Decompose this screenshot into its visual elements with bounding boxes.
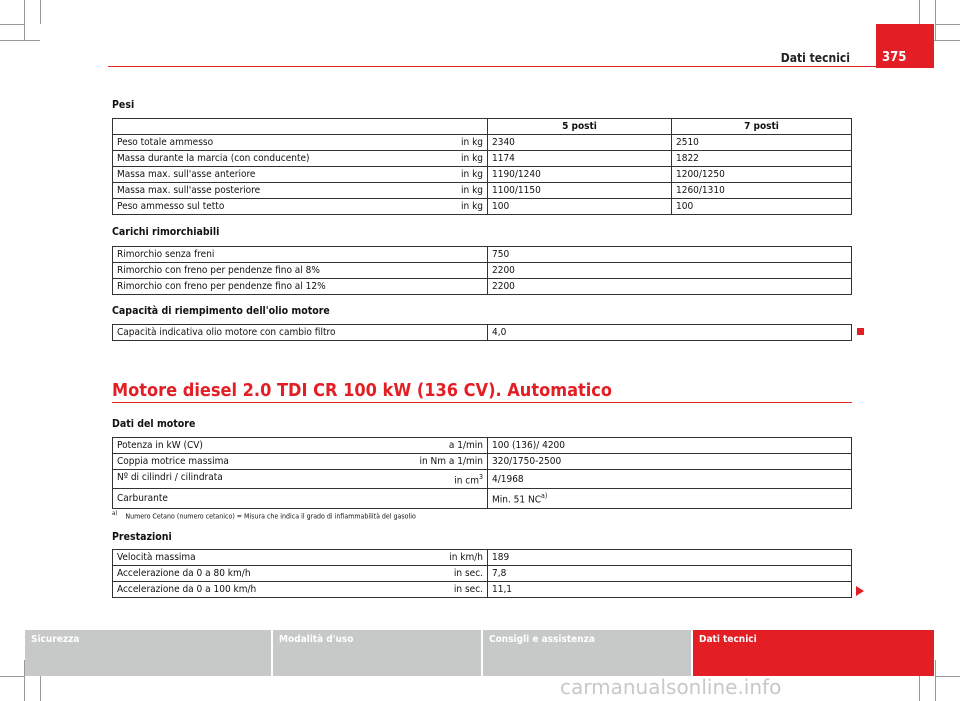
row-label: Nº di cilindri / cilindrata <box>117 472 223 483</box>
row-value: 100 <box>488 199 672 215</box>
crop-mark <box>24 0 25 40</box>
row-unit: in kg <box>461 169 483 180</box>
row-value: 100 <box>672 199 852 215</box>
table-row <box>113 183 852 199</box>
row-value: 100 (136)/ 4200 <box>488 438 852 454</box>
table-row <box>113 247 852 263</box>
section-title-pesi: Pesi <box>112 99 135 111</box>
crop-mark <box>0 676 24 677</box>
table-row <box>113 199 852 215</box>
row-value: 11,1 <box>488 582 852 598</box>
crop-mark <box>40 0 41 24</box>
row-unit: in kg <box>461 137 483 148</box>
nav-tab-modalita-uso[interactable]: Modalità d'uso <box>273 630 481 676</box>
table-row <box>113 566 852 582</box>
row-label: Accelerazione da 0 a 80 km/h <box>117 568 251 579</box>
row-value: 1174 <box>488 151 672 167</box>
row-label: Massa durante la marcia (con conducente) <box>117 153 310 164</box>
row-unit: in kg <box>461 201 483 212</box>
crop-mark <box>935 0 936 40</box>
row-value: 320/1750-2500 <box>488 454 852 470</box>
table-header-row <box>113 119 852 135</box>
row-value: Min. 51 NC <box>492 494 541 506</box>
crop-mark <box>935 660 936 701</box>
row-label: Rimorchio con freno per pendenze fino al 12% <box>113 279 488 295</box>
row-value: 1100/1150 <box>488 183 672 199</box>
chapter-title: Motore diesel 2.0 TDI CR 100 kW (136 CV). Automatico <box>112 380 613 401</box>
table-row <box>113 167 852 183</box>
header-title: Dati tecnici <box>780 51 850 65</box>
row-unit: in sec. <box>453 568 483 579</box>
chapter-title-rule <box>112 402 852 403</box>
row-label: Rimorchio con freno per pendenze fino al 8% <box>113 263 488 279</box>
table-olio <box>112 324 852 341</box>
nav-tab-sicurezza[interactable]: Sicurezza <box>25 630 271 676</box>
row-value: 750 <box>488 247 852 263</box>
row-value: 1260/1310 <box>672 183 852 199</box>
row-value: 189 <box>488 550 852 566</box>
section-end-marker <box>857 328 864 335</box>
crop-mark <box>40 676 41 701</box>
row-label: Potenza in kW (CV) <box>117 440 203 451</box>
row-value: 2340 <box>488 135 672 151</box>
row-unit: in kg <box>461 185 483 196</box>
row-label: Rimorchio senza freni <box>113 247 488 263</box>
row-unit: in cm <box>454 475 479 487</box>
table-motore <box>112 437 852 509</box>
row-label: Massa max. sull'asse anteriore <box>117 169 256 180</box>
row-label: Capacità indicativa olio motore con cambio filtro <box>113 325 488 341</box>
row-unit: a 1/min <box>448 440 483 451</box>
section-title-motore: Dati del motore <box>112 418 196 430</box>
watermark: carmanualsonline.info <box>560 675 782 699</box>
table-row <box>113 470 852 489</box>
table-row <box>113 263 852 279</box>
row-value: 1190/1240 <box>488 167 672 183</box>
page-number: 375 <box>876 24 934 68</box>
header-rule <box>108 66 876 67</box>
crop-mark <box>936 24 960 25</box>
crop-mark <box>936 676 960 677</box>
row-unit: in Nm a 1/min <box>419 456 483 467</box>
crop-mark <box>919 676 920 701</box>
row-unit: in kg <box>461 153 483 164</box>
footnote-marker: a) <box>112 510 118 517</box>
row-label: Coppia motrice massima <box>117 456 229 467</box>
row-unit: in km/h <box>449 552 483 563</box>
footnote-ref: a) <box>541 492 548 501</box>
crop-mark <box>0 40 40 41</box>
nav-tab-dati-tecnici[interactable]: Dati tecnici <box>693 630 934 676</box>
table-pesi <box>112 118 852 215</box>
section-title-prestazioni: Prestazioni <box>112 531 172 543</box>
row-unit: in sec. <box>453 584 483 595</box>
row-label: Massa max. sull'asse posteriore <box>117 185 261 196</box>
table-row <box>113 454 852 470</box>
nav-tab-consigli[interactable]: Consigli e assistenza <box>483 630 691 676</box>
table-row <box>113 135 852 151</box>
crop-mark <box>919 0 920 24</box>
row-unit-superscript: 3 <box>478 473 483 481</box>
continue-arrow-icon <box>856 586 864 596</box>
table-row <box>113 582 852 598</box>
table-row <box>113 325 852 341</box>
footnote <box>112 510 416 520</box>
row-value: 4,0 <box>488 325 852 341</box>
table-row <box>113 151 852 167</box>
row-value: 2510 <box>672 135 852 151</box>
table-row <box>113 489 852 508</box>
table-carichi <box>112 246 852 295</box>
row-value: 2200 <box>488 279 852 295</box>
table-row <box>113 438 852 454</box>
table-row <box>113 279 852 295</box>
header-cell-empty <box>113 119 488 135</box>
row-value: 1822 <box>672 151 852 167</box>
row-label: Velocità massima <box>117 552 196 563</box>
row-value: 4/1968 <box>488 470 852 489</box>
row-label: Peso totale ammesso <box>117 137 214 148</box>
row-label: Accelerazione da 0 a 100 km/h <box>117 584 257 595</box>
header-cell-5-posti: 5 posti <box>488 119 672 135</box>
table-prestazioni <box>112 549 852 598</box>
footnote-text: Numero Cetano (numero cetanico) = Misura che indica il grado di infiammabilità del gasolio <box>125 512 416 521</box>
row-value: 2200 <box>488 263 852 279</box>
row-label: Carburante <box>117 492 168 504</box>
row-value: 7,8 <box>488 566 852 582</box>
section-title-carichi: Carichi rimorchiabili <box>112 226 220 238</box>
row-value: 1200/1250 <box>672 167 852 183</box>
table-row <box>113 550 852 566</box>
section-title-olio: Capacità di riempimento dell'olio motore <box>112 305 330 317</box>
row-label: Peso ammesso sul tetto <box>117 201 225 212</box>
crop-mark <box>0 24 24 25</box>
header-cell-7-posti: 7 posti <box>672 119 852 135</box>
